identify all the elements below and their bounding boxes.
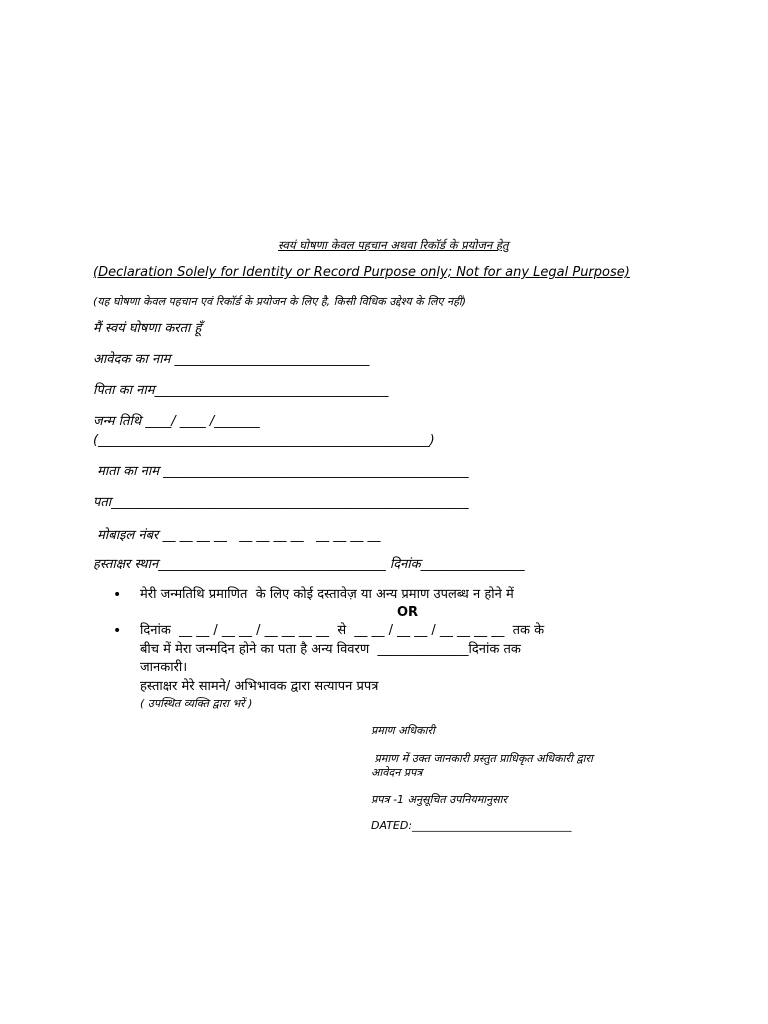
title-hindi: स्वयं घोषणा केवल पहचान अथवा रिकॉर्ड के प्रयोजन हेतु [278, 238, 509, 252]
field-mother-name: माता का नाम _______________________________________________ [93, 464, 469, 479]
bullet-2-line-4: हस्ताक्षर मेरे सामने/ अभिभावक द्वारा सत्यापन प्रपत्र [140, 679, 379, 694]
bullet-2-line-3: जानकारी। [140, 660, 188, 675]
bullet-2-line-5: ( उपस्थित व्यक्ति द्वारा भरें ) [140, 697, 253, 710]
note-hindi: (यह घोषणा केवल पहचान एवं रिकॉर्ड के प्रयोजन के लिए है, किसी विधिक उद्देश्य के लिए नहीं) [93, 295, 467, 308]
title-english: (Declaration Solely for Identity or Record Purpose only; Not for any Legal Purpose) [93, 265, 630, 280]
field-dob-in-words: (___________________________________________________) [93, 433, 435, 448]
bullet-1-text: मेरी जन्मतिथि प्रमाणित के लिए कोई दस्तावेज़ या अन्य प्रमाण उपलब्ध न होने में [140, 587, 514, 602]
bullet-2-line-2: बीच में मेरा जन्मदिन होने का पता है अन्य विवरण ______________दिनांक तक [140, 642, 521, 657]
field-father-name: पिता का नाम____________________________________ [93, 383, 389, 398]
official-line-3: आवेदन प्रपत्र [371, 766, 423, 779]
or-separator: OR [397, 605, 419, 620]
field-applicant-name: आवेदक का नाम ______________________________ [93, 352, 370, 367]
field-address: पता_______________________________________________________ [93, 495, 469, 510]
field-date-of-birth: जन्म तिथि ____/ ____ /_______ [93, 414, 260, 429]
field-mobile-number: मोबाइल नंबर __ __ __ __ __ __ __ __ __ __ __ __ [93, 528, 381, 543]
official-title: प्रमाण अधिकारी [371, 724, 435, 737]
field-signature-place-date: हस्ताक्षर स्थान___________________________________ दिनांक________________ [93, 557, 525, 572]
official-line-2: प्रमाण में उक्त जानकारी प्रस्तुत प्राधिकृत अधिकारी द्वारा [371, 752, 593, 765]
bullet-marker: • [113, 623, 122, 639]
bullet-marker: • [113, 587, 122, 603]
dated-field: DATED:_____________________________ [371, 819, 572, 832]
heading-self-declaration: मैं स्वयं घोषणा करता हूँ [93, 321, 202, 336]
official-line-4: प्रपत्र -1 अनुसूचित उपनियमानुसार [371, 793, 508, 806]
bullet-2-line-1: दिनांक __ __ / __ __ / __ __ __ __ से __ __ / __ __ / __ __ __ __ तक के [140, 623, 545, 638]
